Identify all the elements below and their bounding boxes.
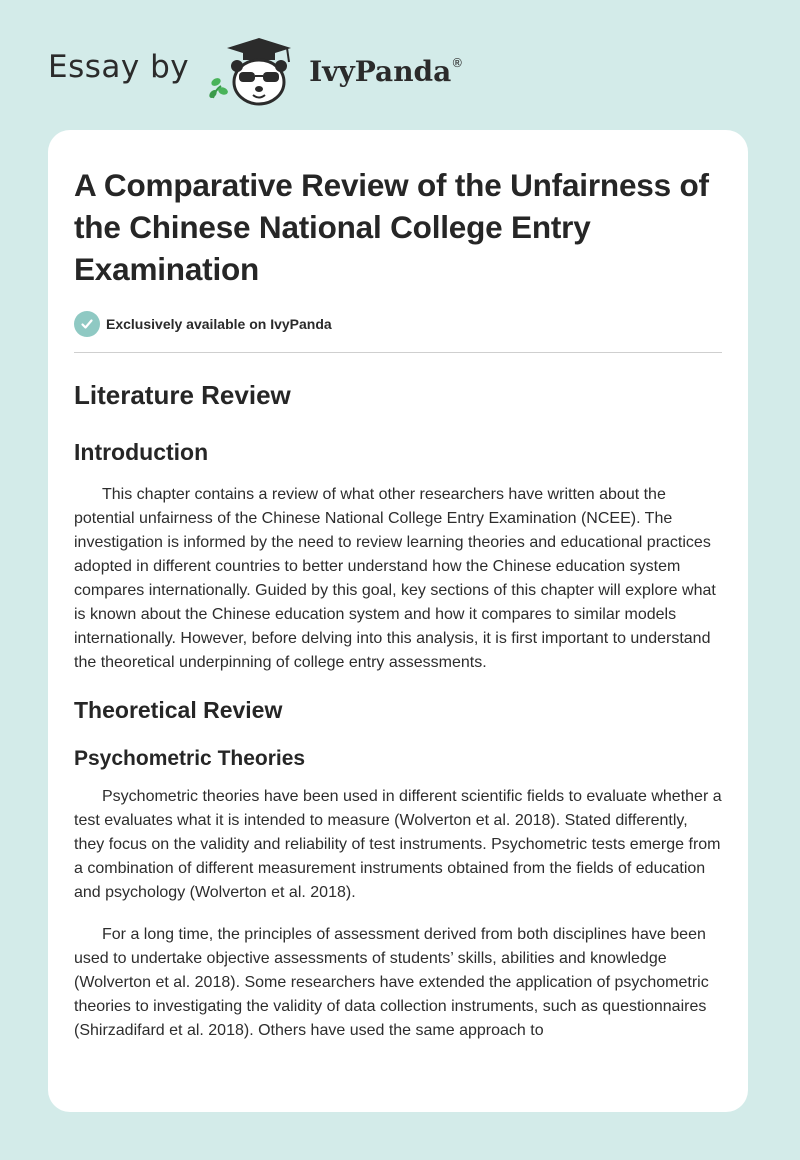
check-icon — [74, 311, 100, 337]
psychometric-paragraph-1: Psychometric theories have been used in different scientific fields to evaluate whether a test evaluates what it is intended to measure (Wolverton et al. 2018). Stated differently, they focus on the validity and reliability of test instruments. Psychometric tests emerge from a combination of different measurement instruments obtained from the fields of education and psychology (Wolverton et al. 2018). — [74, 788, 722, 901]
theoretical-review-heading: Theoretical Review — [74, 697, 283, 723]
psychometric-paragraph-2: For a long time, the principles of assessment derived from both disciplines have been used to undertake objective assessments of students’ skills, abilities and knowledge (Wolverton et al. 2018). Some researchers have extended the application of psychometric theories to investigating the validity of data collection instruments, such as questionnaires (Shirzadifard et al. 2018). Others have used the same approach to — [74, 926, 709, 1039]
divider — [74, 352, 722, 353]
panda-logo-icon — [207, 36, 303, 108]
essay-title: A Comparative Review of the Unfairness of the Chinese National College Entry Examination — [74, 167, 709, 287]
exclusive-badge — [74, 310, 722, 338]
essay-card — [48, 130, 748, 1112]
brand-header — [48, 36, 463, 108]
section-heading: Literature Review — [74, 380, 291, 410]
brand-name: IvyPanda® — [309, 54, 464, 88]
introduction-paragraph: This chapter contains a review of what other researchers have written about the potential unfairness of the Chinese National College Entry Examination (NCEE). The investigation is informed by the need to review learning theories and educational practices adopted in different countries to better understand how the Chinese education system compares internationally. Guided by this goal, key sections of this chapter will explore what is known about the Chinese education system and how it compares to similar models internationally. However, before delving into this analysis, it is first important to understand the theoretical underpinning of college entry assessments. — [74, 486, 716, 671]
brand-prefix: Essay by — [48, 49, 190, 85]
introduction-heading: Introduction — [74, 439, 209, 465]
badge-text: Exclusively available on IvyPanda — [106, 316, 332, 332]
psychometric-theories-heading: Psychometric Theories — [74, 747, 306, 770]
